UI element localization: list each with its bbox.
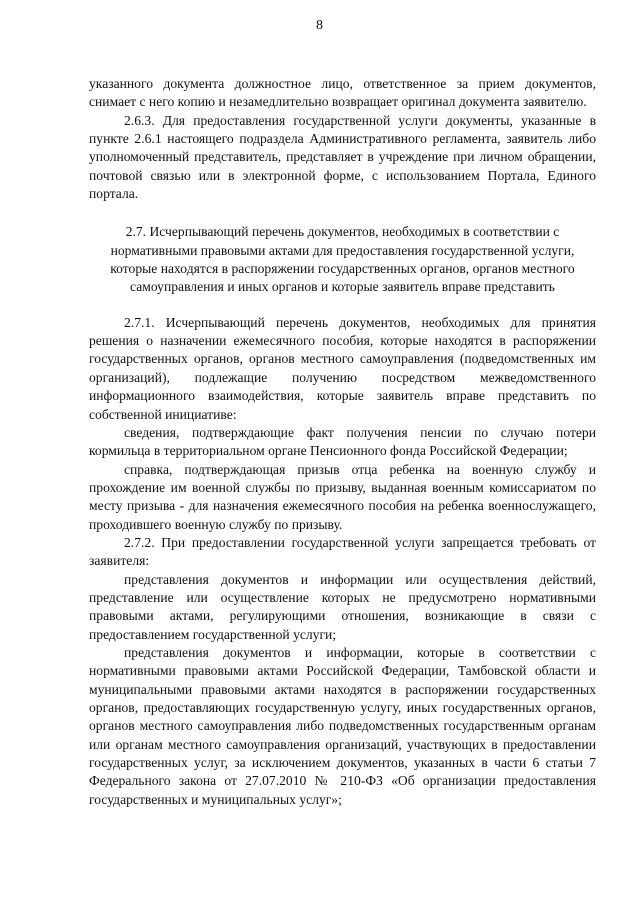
list-item-military-certificate: справка, подтверждающая призыв отца ребенка на военную службу и прохождение им военной службы по призыву, выданная военным комиссариатом по месту призыва - для назначения ежемесячного пособия на ребенка военнослужащего, проходившего военную службу по призыву. [89, 461, 596, 532]
list-item-prohibition-1: представления документов и информации или осуществления действий, представление или осуществление которых не предусмотрено нормативными правовыми актами, регулирующими отношения, возникающие в связи с предоставлением государственной услуги; [89, 571, 596, 642]
list-item-pension-info: сведения, подтверждающие факт получения пенсии по случаю потери кормильца в территориальном органе Пенсионного фонда Российской Федерации; [89, 424, 596, 459]
paragraph-2-7-2: 2.7.2. При предоставлении государственной услуги запрещается требовать от заявителя: [89, 534, 596, 569]
list-item-prohibition-2: представления документов и информации, которые в соответствии с нормативными правовыми актами Российской Федерации, Тамбовской области и муниципальными правовыми актами находятся в распоряжении государственных органов, предоставляющих государственную услугу, иных государственных органов, органов местного самоуправления либо подведомственных государственным органам или органам местного самоуправления организаций, участвующих в предоставлении государственных услуг, за исключением документов, указанных в части 6 статьи 7 Федерального закона от 27.07.2010 № 210-ФЗ «Об организации предоставления государственных и муниципальных услуг»; [89, 644, 596, 807]
paragraph-2-6-3: 2.6.3. Для предоставления государственной услуги документы, указанные в пункте 2.6.1 настоящего подраздела Административного регламента, заявитель либо уполномоченный представитель, представляет в учреждение при личном обращении, почтовой связью или в электронной форме, с использованием Портала, Единого портала. [89, 112, 596, 202]
page-number: 8 [316, 18, 323, 33]
paragraph-2-7-1: 2.7.1. Исчерпывающий перечень документов, необходимых для принятия решения о назначении ежемесячного пособия, которые находятся в распоряжении государственных органов, органов местного самоуправления (подведомственных им организаций), подлежащие получению посредством межведомственного информационного взаимодействия, которые заявитель вправе представить по собственной инициативе: [89, 314, 596, 422]
document-body [89, 75, 596, 809]
paragraph-continuation: указанного документа должностное лицо, ответственное за прием документов, снимает с него копию и незамедлительно возвращает оригинал документа заявителю. [89, 76, 596, 110]
section-heading-2-7: 2.7. Исчерпывающий перечень документов, необходимых в соответствии с нормативными правовыми актами для предоставления государственной услуги, которые находятся в распоряжении государственных органов, органов местного самоуправления и иных органов и которые заявитель вправе представить [110, 224, 575, 295]
